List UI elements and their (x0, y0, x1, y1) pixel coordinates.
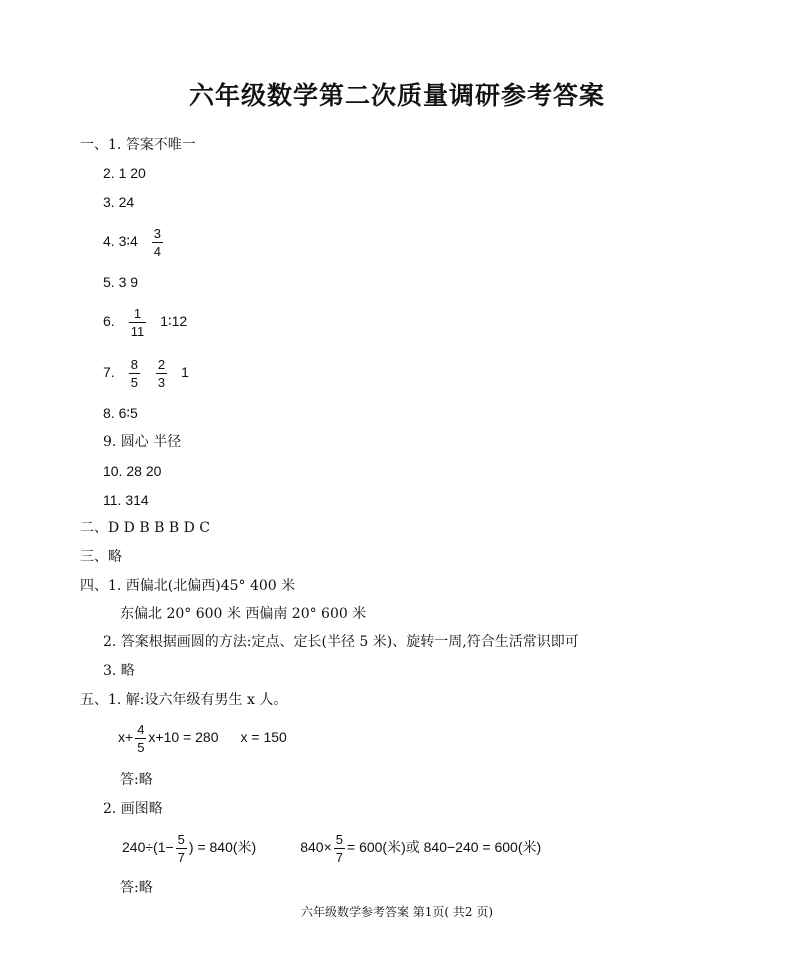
section-1-label: 一、 (80, 137, 108, 153)
s1-q5: 5. 3 9 (103, 274, 139, 290)
s5-answer-2: 答:略 (120, 880, 153, 896)
q7-fraction-a (129, 357, 140, 390)
section-5-q1 (80, 691, 287, 709)
s4-q1b: 东偏北 20° 600 米 西偏南 20° 600 米 (120, 606, 367, 622)
q7-fraction-b (156, 357, 167, 390)
s4-q2: 2. 答案根据画圆的方法:定点、定长(半径 5 米)、旋转一周,符合生活常识即可 (103, 634, 579, 650)
s4-q1a: 1. 西偏北(北偏西)45° 400 米 (108, 578, 296, 594)
fraction-denominator: 5 (137, 740, 145, 755)
s1-q11: 11. 314 (103, 492, 149, 508)
s1-q4 (103, 226, 165, 259)
s5-equation-2 (122, 832, 541, 865)
fraction-numerator: 1 (129, 306, 147, 323)
fraction-denominator: 3 (157, 375, 166, 390)
section-4-q1 (80, 577, 295, 595)
q4-prefix: 4. 3∶4 (103, 233, 138, 250)
section-2-answers: D D B B B D C (108, 520, 210, 536)
s5-answer-1: 答:略 (120, 772, 153, 788)
s1-q2: 2. 1 20 (103, 165, 146, 181)
s1-q6 (103, 306, 187, 339)
eq2-part-b: ) = 840(米) (188, 839, 257, 856)
q6-prefix: 6. (103, 313, 115, 330)
eq1-fraction (135, 722, 146, 755)
eq2-part-c: 840× (300, 839, 332, 856)
s4-q3: 3. 略 (103, 663, 135, 679)
section-2 (80, 519, 210, 537)
page-footer: 六年级数学参考答案 第1页( 共2 页) (300, 905, 494, 919)
s1-q3: 3. 24 (103, 194, 135, 210)
section-4-label: 四、 (80, 578, 108, 594)
q6-fraction (129, 306, 147, 339)
fraction-denominator: 11 (130, 324, 145, 339)
section-2-label: 二、 (80, 520, 108, 536)
fraction-denominator: 7 (335, 850, 343, 865)
fraction-numerator: 5 (177, 832, 185, 847)
eq2-part-d: = 600(米)或 840−240 = 600(米) (347, 839, 542, 856)
eq2-fraction-b (334, 832, 345, 865)
q7-value: 1 (181, 364, 189, 381)
section-5-label: 五、 (80, 692, 108, 708)
eq1-x: x+ (118, 729, 134, 746)
section-1-q1 (80, 136, 196, 154)
s1-q10: 10. 28 20 (103, 463, 162, 479)
s1-q9: 9. 圆心 半径 (103, 434, 182, 450)
q6-ratio: 1∶12 (160, 313, 188, 330)
page-title: 六年级数学第二次质量调研参考答案 (188, 81, 605, 110)
fraction-denominator: 5 (130, 375, 138, 390)
eq1-rest: x+10 = 280 (148, 729, 219, 746)
fraction-denominator: 7 (177, 850, 185, 865)
eq1-solution: x = 150 (240, 729, 287, 746)
s5-q1: 1. 解:设六年级有男生 x 人。 (108, 692, 288, 708)
eq2-fraction-a (176, 832, 187, 865)
fraction-numerator: 2 (157, 357, 166, 372)
fraction-numerator: 5 (335, 832, 343, 847)
q7-prefix: 7. (103, 364, 115, 381)
q4-fraction (152, 226, 163, 259)
s1-q7 (103, 357, 189, 390)
q1-text: 1. 答案不唯一 (108, 137, 196, 153)
s1-q8: 8. 6∶5 (103, 405, 138, 421)
s5-equation-1 (118, 722, 287, 755)
fraction-numerator: 3 (153, 226, 162, 241)
eq2-part-a: 240÷(1− (122, 839, 174, 856)
s5-q2: 2. 画图略 (103, 801, 163, 817)
fraction-numerator: 8 (130, 357, 138, 372)
section-3-text: 略 (108, 549, 122, 565)
section-3 (80, 548, 122, 566)
fraction-numerator: 4 (137, 722, 145, 737)
section-3-label: 三、 (80, 549, 108, 565)
fraction-denominator: 4 (153, 244, 162, 259)
